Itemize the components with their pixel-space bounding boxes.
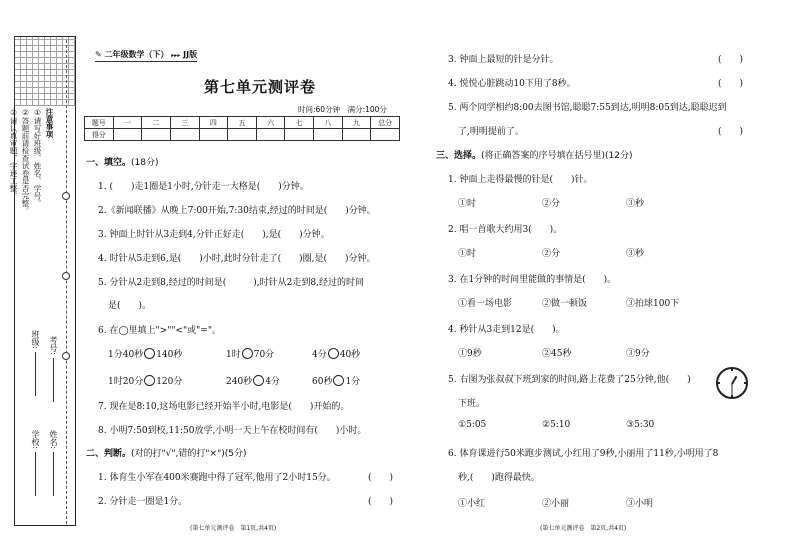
grade-badge: ✎ 二年级数学（下） ▸▸▸ JJ版 <box>95 49 197 62</box>
score-cell[interactable] <box>342 129 371 141</box>
option[interactable]: ②45秒 <box>542 349 572 359</box>
binding-hole <box>62 352 70 360</box>
class-field-label: 班级: <box>31 330 40 349</box>
pencil-icon: ✎ <box>95 50 102 59</box>
name-field-line[interactable] <box>53 452 54 496</box>
name-field-label: 姓名: <box>49 430 58 449</box>
option[interactable]: ③拍球100下 <box>626 299 680 309</box>
score-table <box>84 116 400 141</box>
answer-paren[interactable]: ( ) <box>718 79 744 89</box>
table-cell: 六 <box>256 117 285 129</box>
score-cell[interactable] <box>142 129 171 141</box>
note-item: ③请认真审题，字迹工整。 <box>9 108 18 200</box>
note-item: ①请写好班级、姓名、学号。 <box>33 108 42 207</box>
compare-circle[interactable] <box>328 348 339 359</box>
question-text: 1. ( )走1圈是1小时,分针走一大格是( )分钟。 <box>98 182 309 192</box>
score-cell[interactable] <box>228 129 257 141</box>
option[interactable]: ③9分 <box>626 349 650 359</box>
compare-circle[interactable] <box>333 375 344 386</box>
compare-item: 1时20分 120分 <box>108 377 183 387</box>
clock-tick <box>731 369 733 371</box>
question-text: 2. 分针走一圈是1分。 <box>98 497 188 507</box>
question-text: 3. 钟面上最短的针是分针。 <box>448 55 559 65</box>
table-cell: 总分 <box>371 117 400 129</box>
question-text: 8. 小明7:50到校,11:50放学,小明一天上午在校时间有( )小时。 <box>98 426 367 436</box>
table-cell: 二 <box>142 117 171 129</box>
binding-hole <box>62 192 70 200</box>
option[interactable]: ②5:10 <box>542 420 571 430</box>
option[interactable]: ①看一场电影 <box>458 299 513 309</box>
question-text: 5. 两个同学相约8:00去图书馆,聪聪7:55到达,明明8:05到达,聪聪迟到 <box>448 103 727 113</box>
section-judge: 二、判断。(对的打"√",错的打"×")(5分) <box>86 449 247 459</box>
question-text: 7. 现在是8:10,这场电影已经开始半小时,电影是( )开始的。 <box>98 402 350 412</box>
question-text: 1. 体育生小军在400米赛跑中得了冠军,他用了2小时15分。 <box>98 473 336 483</box>
question-text: 2.《新闻联播》从晚上7:00开始,7:30结束,经过的时间是( )分钟。 <box>98 206 376 216</box>
score-cell[interactable] <box>314 129 343 141</box>
table-cell: 三 <box>170 117 199 129</box>
compare-circle[interactable] <box>242 348 253 359</box>
school-field-label: 学校: <box>31 430 40 449</box>
binding-hole <box>62 272 70 280</box>
exam-notes <box>9 108 54 258</box>
compare-item: 60秒 1分 <box>312 377 361 387</box>
table-row <box>85 129 400 141</box>
answer-paren[interactable]: ( ) <box>368 497 394 507</box>
option[interactable]: ③秒 <box>626 249 645 259</box>
question-text: 5. 右图为张叔叔下班到家的时间,路上花费了25分钟,他( ) <box>448 375 691 385</box>
clock-tick <box>718 382 720 384</box>
question-text: 6. 体育课进行50米跑步测试,小红用了9秒,小丽用了11秒,小明用了8 <box>448 449 719 459</box>
question-text: 2. 唱一首歌大约用3( )。 <box>448 225 563 235</box>
answer-paren[interactable]: ( ) <box>368 473 394 483</box>
compare-item: 240秒 4分 <box>226 377 280 387</box>
option[interactable]: ①时 <box>458 199 477 209</box>
question-text: 秒,( )跑得最快。 <box>458 473 540 483</box>
compare-item: 1分40秒 140秒 <box>108 350 183 360</box>
page-footer: (第七单元测评卷 第1页,共4页) <box>190 525 277 532</box>
option[interactable]: ①5:05 <box>458 420 487 430</box>
option[interactable]: ①9秒 <box>458 349 482 359</box>
table-cell: 题号 <box>85 117 114 129</box>
table-cell: 七 <box>285 117 314 129</box>
clock-icon <box>716 367 748 399</box>
exam-no-field-label: 考号: <box>49 336 58 355</box>
question-text: 1. 钟面上走得最慢的针是( )针。 <box>448 175 593 185</box>
compare-item: 4分 40秒 <box>312 350 361 360</box>
option[interactable]: ①小红 <box>458 499 486 509</box>
option[interactable]: ①时 <box>458 249 477 259</box>
table-cell: 四 <box>199 117 228 129</box>
compare-item: 1时 70分 <box>226 350 275 360</box>
exam-no-field-line[interactable] <box>53 358 54 402</box>
score-cell[interactable] <box>113 129 142 141</box>
table-cell: 一 <box>113 117 142 129</box>
table-cell: 八 <box>314 117 343 129</box>
note-item: ②答题前请检查试卷是否完整。 <box>21 108 30 215</box>
answer-paren[interactable]: ( ) <box>718 55 744 65</box>
clock-tick <box>744 382 746 384</box>
page-footer: (第七单元测评卷 第2页,共4页) <box>540 525 627 532</box>
table-cell: 九 <box>342 117 371 129</box>
table-cell: 五 <box>228 117 257 129</box>
question-text: 是( )。 <box>108 301 152 311</box>
school-field-line[interactable] <box>35 452 36 496</box>
option[interactable]: ②小丽 <box>542 499 570 509</box>
cut-line <box>66 40 67 524</box>
section-fill: 一、填空。(18分) <box>86 158 159 168</box>
option[interactable]: ②分 <box>542 249 561 259</box>
option[interactable]: ③秒 <box>626 199 645 209</box>
question-text: 4. 秒针从3走到12是( )。 <box>448 325 565 335</box>
score-cell[interactable] <box>285 129 314 141</box>
question-text: 4. 悦悦心脏跳动10下用了8秒。 <box>448 79 576 89</box>
score-cell[interactable] <box>371 129 400 141</box>
compare-circle[interactable] <box>144 348 155 359</box>
question-text: 3. 在1分钟的时间里能做的事情是( )。 <box>448 275 617 285</box>
option[interactable]: ②分 <box>542 199 561 209</box>
option[interactable]: ②做一顿饭 <box>542 299 588 309</box>
score-cell[interactable] <box>199 129 228 141</box>
question-text: 6. 在◯里填上">""<"或"="。 <box>98 326 221 336</box>
question-text: 了,明明提前了。 <box>458 127 524 137</box>
section-choice: 三、选择。(将正确答案的序号填在括号里)(12分) <box>436 151 633 161</box>
question-text: 3. 钟面上时针从3走到4,分针正好走( ),是( )分钟。 <box>98 230 330 240</box>
table-row <box>85 117 400 129</box>
compare-circle[interactable] <box>144 375 155 386</box>
clock-tick <box>731 395 733 397</box>
option[interactable]: ③5:30 <box>626 420 655 430</box>
score-cell[interactable] <box>170 129 199 141</box>
answer-paren[interactable]: ( ) <box>718 127 744 137</box>
table-cell: 得分 <box>85 129 114 141</box>
score-cell[interactable] <box>256 129 285 141</box>
page-title: 第七单元测评卷 <box>203 78 316 96</box>
question-text: 下班。 <box>458 399 486 409</box>
option[interactable]: ③小明 <box>626 499 654 509</box>
time-info: 时间:60分钟 满分:100分 <box>298 105 387 114</box>
compare-circle[interactable] <box>253 375 264 386</box>
question-text: 4. 时针从5走到6,是( )小时,此时分针走了( )圈,是( )分钟。 <box>98 254 376 264</box>
class-field-line[interactable] <box>35 352 36 396</box>
notes-title: 注意事项 <box>45 108 54 138</box>
question-text: 5. 分针从2走到8,经过的时间是( ),时针从2走到8,经过的时间 <box>98 278 364 288</box>
